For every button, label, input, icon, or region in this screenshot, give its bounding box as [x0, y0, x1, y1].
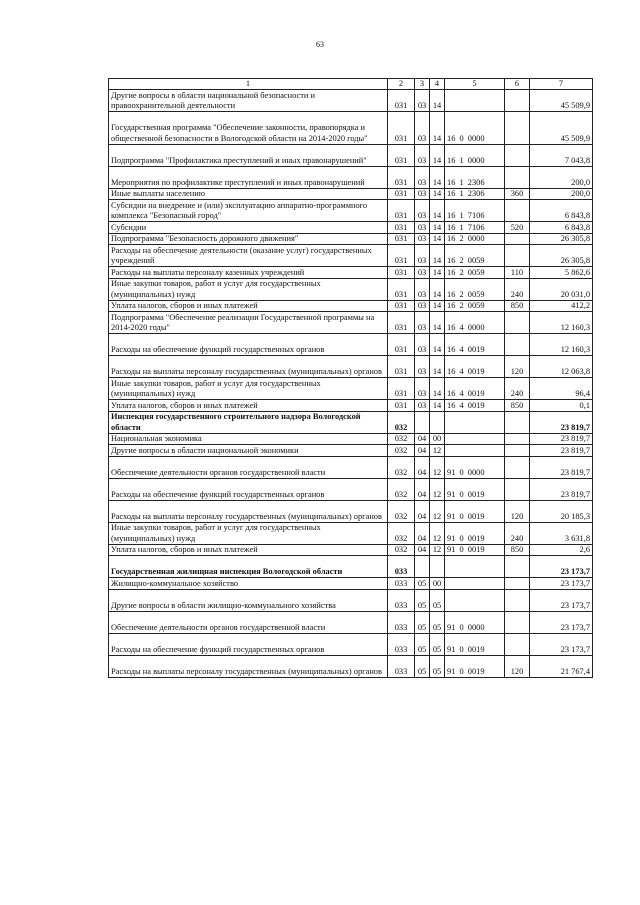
- row-section-code: 05: [415, 611, 430, 633]
- row-program-code: 16 4 0019: [445, 334, 505, 356]
- row-section-code: 03: [415, 233, 430, 245]
- row-section-code: 04: [415, 544, 430, 556]
- row-amount: 45 509,9: [530, 90, 593, 112]
- row-subsection-code: 00: [430, 433, 445, 445]
- table-row: [109, 356, 593, 378]
- row-ministry-code: 031: [388, 400, 415, 412]
- row-subsection-code: 12: [430, 500, 445, 522]
- row-ministry-code: 031: [388, 356, 415, 378]
- row-subsection-code: 14: [430, 378, 445, 400]
- row-name: Расходы на выплаты персоналу казенных учреждений: [109, 267, 388, 279]
- row-expense-type: [505, 478, 530, 500]
- row-name: Государственная программа "Обеспечение законности, правопорядка и общественной безопасности в Вологодской области на 2014-2020 годы": [109, 112, 388, 145]
- row-subsection-code: 14: [430, 90, 445, 112]
- table-body: [109, 90, 593, 678]
- row-amount: 3 631,8: [530, 522, 593, 544]
- row-ministry-code: 031: [388, 166, 415, 188]
- row-subsection-code: [430, 411, 445, 433]
- budget-table: [108, 78, 593, 678]
- row-name: Расходы на выплаты персоналу государственных (муниципальных) органов: [109, 655, 388, 677]
- row-subsection-code: 12: [430, 445, 445, 457]
- row-expense-type: 850: [505, 400, 530, 412]
- row-expense-type: [505, 200, 530, 222]
- table-row: [109, 400, 593, 412]
- row-program-code: 16 1 2306: [445, 188, 505, 200]
- row-amount: 6 843,8: [530, 222, 593, 234]
- row-amount: 23 819,7: [530, 411, 593, 433]
- row-program-code: [445, 445, 505, 457]
- row-ministry-code: 031: [388, 378, 415, 400]
- table-row: [109, 556, 593, 578]
- row-name: Подпрограмма "Профилактика преступлений и иных правонарушений": [109, 144, 388, 166]
- row-name: Иные закупки товаров, работ и услуг для государственных (муниципальных) нужд: [109, 278, 388, 300]
- row-amount: 6 843,8: [530, 200, 593, 222]
- row-amount: 23 173,7: [530, 578, 593, 590]
- row-program-code: 16 2 0059: [445, 245, 505, 267]
- table-row: [109, 411, 593, 433]
- row-subsection-code: 00: [430, 578, 445, 590]
- row-expense-type: 120: [505, 500, 530, 522]
- row-program-code: 16 1 7106: [445, 222, 505, 234]
- row-section-code: 05: [415, 578, 430, 590]
- row-program-code: 91 0 0019: [445, 478, 505, 500]
- row-name: Уплата налогов, сборов и иных платежей: [109, 300, 388, 312]
- row-name: Обеспечение деятельности органов государственной власти: [109, 456, 388, 478]
- row-section-code: 03: [415, 267, 430, 279]
- row-ministry-code: 031: [388, 300, 415, 312]
- row-ministry-code: 031: [388, 144, 415, 166]
- table-row: [109, 222, 593, 234]
- row-name: Уплата налогов, сборов и иных платежей: [109, 544, 388, 556]
- row-section-code: 04: [415, 500, 430, 522]
- row-program-code: 16 1 0000: [445, 144, 505, 166]
- row-program-code: [445, 433, 505, 445]
- row-subsection-code: 14: [430, 222, 445, 234]
- table-row: [109, 544, 593, 556]
- row-ministry-code: 031: [388, 222, 415, 234]
- table-row: [109, 278, 593, 300]
- row-program-code: 91 0 0000: [445, 611, 505, 633]
- row-expense-type: 850: [505, 300, 530, 312]
- row-ministry-code: 032: [388, 500, 415, 522]
- row-expense-type: [505, 611, 530, 633]
- row-amount: 23 173,7: [530, 611, 593, 633]
- row-program-code: 16 2 0059: [445, 278, 505, 300]
- row-amount: 20 185,3: [530, 500, 593, 522]
- row-amount: 2,6: [530, 544, 593, 556]
- row-program-code: [445, 589, 505, 611]
- row-ministry-code: 033: [388, 655, 415, 677]
- table-row: [109, 233, 593, 245]
- row-name: Жилищно-коммунальное хозяйство: [109, 578, 388, 590]
- row-subsection-code: [430, 556, 445, 578]
- table-row: [109, 633, 593, 655]
- row-ministry-code: 031: [388, 233, 415, 245]
- row-amount: 45 509,9: [530, 112, 593, 145]
- header-col-3: 3: [415, 79, 430, 90]
- row-amount: 23 173,7: [530, 556, 593, 578]
- table-row: [109, 433, 593, 445]
- row-program-code: 91 0 0019: [445, 655, 505, 677]
- row-section-code: 03: [415, 144, 430, 166]
- row-expense-type: [505, 90, 530, 112]
- row-section-code: 05: [415, 633, 430, 655]
- row-program-code: [445, 411, 505, 433]
- row-name: Расходы на обеспечение функций государственных органов: [109, 334, 388, 356]
- row-name: Расходы на выплаты персоналу государственных (муниципальных) органов: [109, 356, 388, 378]
- row-amount: 23 819,7: [530, 445, 593, 457]
- row-program-code: 16 4 0019: [445, 378, 505, 400]
- row-subsection-code: 05: [430, 655, 445, 677]
- row-program-code: 16 2 0059: [445, 300, 505, 312]
- row-expense-type: [505, 166, 530, 188]
- header-col-1: 1: [109, 79, 388, 90]
- row-amount: 23 819,7: [530, 433, 593, 445]
- row-section-code: 03: [415, 312, 430, 334]
- row-expense-type: 240: [505, 378, 530, 400]
- table-row: [109, 478, 593, 500]
- row-amount: 23 819,7: [530, 456, 593, 478]
- row-ministry-code: 033: [388, 578, 415, 590]
- row-program-code: 16 1 2306: [445, 166, 505, 188]
- row-name: Иные выплаты населению: [109, 188, 388, 200]
- row-amount: 96,4: [530, 378, 593, 400]
- row-ministry-code: 031: [388, 90, 415, 112]
- row-ministry-code: 032: [388, 445, 415, 457]
- row-amount: 0,1: [530, 400, 593, 412]
- row-name: Расходы на обеспечение деятельности (оказание услуг) государственных учреждений: [109, 245, 388, 267]
- row-program-code: 91 0 0019: [445, 544, 505, 556]
- table-row: [109, 300, 593, 312]
- table-row: [109, 166, 593, 188]
- table-header-row: [109, 79, 593, 90]
- row-subsection-code: 12: [430, 456, 445, 478]
- row-ministry-code: 031: [388, 188, 415, 200]
- row-expense-type: [505, 245, 530, 267]
- row-program-code: [445, 578, 505, 590]
- row-program-code: 16 2 0000: [445, 233, 505, 245]
- row-subsection-code: 14: [430, 356, 445, 378]
- row-section-code: 04: [415, 478, 430, 500]
- row-ministry-code: 032: [388, 544, 415, 556]
- table-row: [109, 522, 593, 544]
- table-row: [109, 655, 593, 677]
- row-ministry-code: 032: [388, 478, 415, 500]
- row-ministry-code: 031: [388, 267, 415, 279]
- row-expense-type: 120: [505, 655, 530, 677]
- row-section-code: 03: [415, 278, 430, 300]
- row-subsection-code: 05: [430, 611, 445, 633]
- row-ministry-code: 032: [388, 411, 415, 433]
- row-section-code: 04: [415, 522, 430, 544]
- row-expense-type: 520: [505, 222, 530, 234]
- row-ministry-code: 033: [388, 633, 415, 655]
- row-amount: 5 862,6: [530, 267, 593, 279]
- row-ministry-code: 031: [388, 200, 415, 222]
- header-col-2: 2: [388, 79, 415, 90]
- row-subsection-code: 14: [430, 166, 445, 188]
- row-expense-type: [505, 633, 530, 655]
- row-ministry-code: 032: [388, 433, 415, 445]
- row-section-code: 03: [415, 188, 430, 200]
- row-subsection-code: 05: [430, 589, 445, 611]
- row-program-code: 16 1 7106: [445, 200, 505, 222]
- row-section-code: 03: [415, 222, 430, 234]
- row-ministry-code: 032: [388, 522, 415, 544]
- row-expense-type: 110: [505, 267, 530, 279]
- row-subsection-code: 14: [430, 400, 445, 412]
- row-section-code: 04: [415, 445, 430, 457]
- row-section-code: 03: [415, 334, 430, 356]
- row-name: Другие вопросы в области национальной экономики: [109, 445, 388, 457]
- row-amount: 412,2: [530, 300, 593, 312]
- row-section-code: [415, 411, 430, 433]
- row-name: Государственная жилищная инспекция Вологодской области: [109, 556, 388, 578]
- row-expense-type: [505, 112, 530, 145]
- row-section-code: 05: [415, 655, 430, 677]
- table-row: [109, 245, 593, 267]
- row-name: Иные закупки товаров, работ и услуг для государственных (муниципальных) нужд: [109, 522, 388, 544]
- row-expense-type: 240: [505, 278, 530, 300]
- row-subsection-code: 12: [430, 522, 445, 544]
- row-program-code: 16 2 0059: [445, 267, 505, 279]
- row-expense-type: [505, 445, 530, 457]
- row-program-code: 16 0 0000: [445, 112, 505, 145]
- row-amount: 26 305,8: [530, 245, 593, 267]
- row-subsection-code: 14: [430, 112, 445, 145]
- row-amount: 21 767,4: [530, 655, 593, 677]
- row-ministry-code: 033: [388, 556, 415, 578]
- header-col-4: 4: [430, 79, 445, 90]
- row-name: Подпрограмма "Обеспечение реализации Государственной программы на 2014-2020 годы": [109, 312, 388, 334]
- row-expense-type: [505, 433, 530, 445]
- row-subsection-code: 14: [430, 334, 445, 356]
- row-ministry-code: 031: [388, 334, 415, 356]
- table-row: [109, 611, 593, 633]
- row-expense-type: 120: [505, 356, 530, 378]
- row-name: Расходы на выплаты персоналу государственных (муниципальных) органов: [109, 500, 388, 522]
- row-program-code: 16 4 0019: [445, 356, 505, 378]
- row-section-code: 03: [415, 200, 430, 222]
- row-name: Иные закупки товаров, работ и услуг для государственных (муниципальных) нужд: [109, 378, 388, 400]
- row-program-code: 16 4 0019: [445, 400, 505, 412]
- row-subsection-code: 14: [430, 267, 445, 279]
- row-name: Инспекция государственного строительного надзора Вологодской области: [109, 411, 388, 433]
- row-expense-type: [505, 411, 530, 433]
- row-expense-type: [505, 233, 530, 245]
- row-section-code: 05: [415, 589, 430, 611]
- row-section-code: 03: [415, 166, 430, 188]
- header-col-5: 5: [445, 79, 505, 90]
- row-section-code: 03: [415, 300, 430, 312]
- row-expense-type: [505, 556, 530, 578]
- row-name: Расходы на обеспечение функций государственных органов: [109, 633, 388, 655]
- table-row: [109, 200, 593, 222]
- row-amount: 200,0: [530, 188, 593, 200]
- row-program-code: 91 0 0019: [445, 633, 505, 655]
- row-program-code: 91 0 0019: [445, 522, 505, 544]
- row-ministry-code: 032: [388, 456, 415, 478]
- row-section-code: 03: [415, 400, 430, 412]
- row-program-code: 91 0 0019: [445, 500, 505, 522]
- row-section-code: [415, 556, 430, 578]
- table-row: [109, 578, 593, 590]
- row-section-code: 03: [415, 112, 430, 145]
- row-name: Другие вопросы в области жилищно-коммунального хозяйства: [109, 589, 388, 611]
- row-ministry-code: 033: [388, 589, 415, 611]
- row-program-code: [445, 556, 505, 578]
- row-expense-type: [505, 578, 530, 590]
- row-name: Субсидии на внедрение и (или) эксплуатацию аппаратно-программного комплекса "Безопасный город": [109, 200, 388, 222]
- page-number: 63: [316, 40, 324, 49]
- header-col-7: 7: [530, 79, 593, 90]
- table-row: [109, 456, 593, 478]
- row-subsection-code: 14: [430, 188, 445, 200]
- row-expense-type: 360: [505, 188, 530, 200]
- row-ministry-code: 031: [388, 112, 415, 145]
- row-amount: 23 173,7: [530, 589, 593, 611]
- table-row: [109, 112, 593, 145]
- table-row: [109, 312, 593, 334]
- row-name: Другие вопросы в области национальной безопасности и правоохранительной деятельности: [109, 90, 388, 112]
- row-ministry-code: 031: [388, 278, 415, 300]
- table-row: [109, 334, 593, 356]
- row-expense-type: [505, 312, 530, 334]
- row-subsection-code: 12: [430, 544, 445, 556]
- row-name: Национальная экономика: [109, 433, 388, 445]
- row-amount: 23 819,7: [530, 478, 593, 500]
- row-name: Подпрограмма "Безопасность дорожного движения": [109, 233, 388, 245]
- row-amount: 20 031,0: [530, 278, 593, 300]
- row-expense-type: [505, 334, 530, 356]
- row-subsection-code: 05: [430, 633, 445, 655]
- row-program-code: 91 0 0000: [445, 456, 505, 478]
- row-subsection-code: 14: [430, 312, 445, 334]
- table-row: [109, 90, 593, 112]
- row-section-code: 04: [415, 433, 430, 445]
- row-ministry-code: 031: [388, 312, 415, 334]
- row-amount: 200,0: [530, 166, 593, 188]
- table-row: [109, 267, 593, 279]
- table-row: [109, 500, 593, 522]
- row-subsection-code: 14: [430, 278, 445, 300]
- row-section-code: 04: [415, 456, 430, 478]
- row-program-code: 16 4 0000: [445, 312, 505, 334]
- table-row: [109, 188, 593, 200]
- row-amount: 12 063,8: [530, 356, 593, 378]
- row-amount: 23 173,7: [530, 633, 593, 655]
- row-section-code: 03: [415, 356, 430, 378]
- row-section-code: 03: [415, 90, 430, 112]
- row-expense-type: 850: [505, 544, 530, 556]
- row-amount: 26 305,8: [530, 233, 593, 245]
- row-expense-type: [505, 456, 530, 478]
- table-row: [109, 144, 593, 166]
- row-name: Уплата налогов, сборов и иных платежей: [109, 400, 388, 412]
- row-expense-type: 240: [505, 522, 530, 544]
- row-name: Расходы на обеспечение функций государственных органов: [109, 478, 388, 500]
- row-subsection-code: 14: [430, 245, 445, 267]
- table-row: [109, 589, 593, 611]
- row-subsection-code: 14: [430, 144, 445, 166]
- row-ministry-code: 033: [388, 611, 415, 633]
- row-name: Субсидии: [109, 222, 388, 234]
- table-row: [109, 378, 593, 400]
- row-name: Обеспечение деятельности органов государственной власти: [109, 611, 388, 633]
- row-name: Мероприятия по профилактике преступлений и иных правонарушений: [109, 166, 388, 188]
- row-subsection-code: 14: [430, 300, 445, 312]
- row-expense-type: [505, 589, 530, 611]
- header-col-6: 6: [505, 79, 530, 90]
- row-ministry-code: 031: [388, 245, 415, 267]
- row-program-code: [445, 90, 505, 112]
- row-subsection-code: 14: [430, 233, 445, 245]
- row-amount: 7 043,8: [530, 144, 593, 166]
- row-amount: 12 160,3: [530, 334, 593, 356]
- row-amount: 12 160,3: [530, 312, 593, 334]
- row-subsection-code: 12: [430, 478, 445, 500]
- row-subsection-code: 14: [430, 200, 445, 222]
- table-row: [109, 445, 593, 457]
- row-section-code: 03: [415, 245, 430, 267]
- row-expense-type: [505, 144, 530, 166]
- row-section-code: 03: [415, 378, 430, 400]
